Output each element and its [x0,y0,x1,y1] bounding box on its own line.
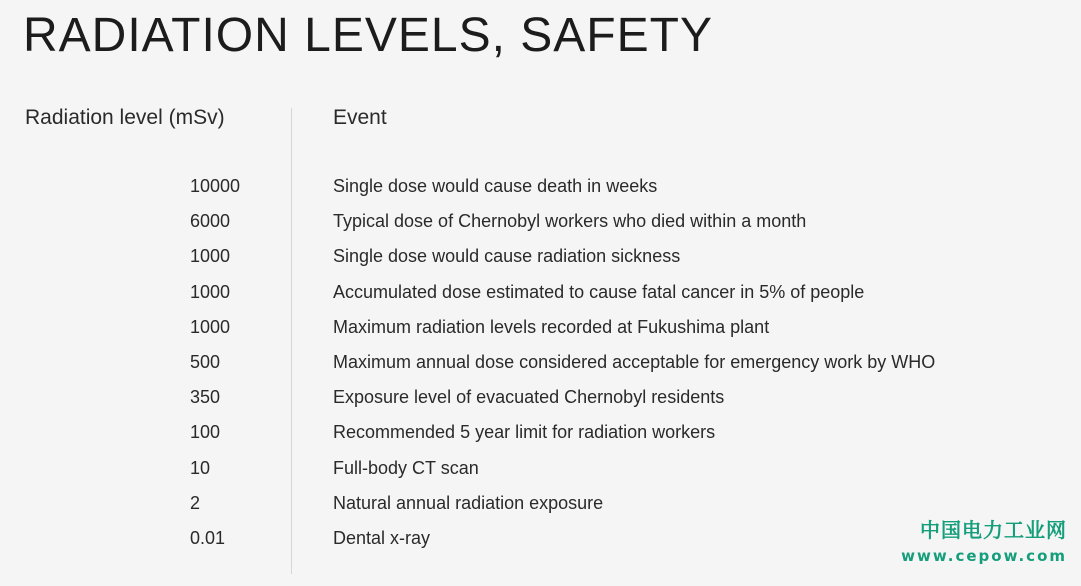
cell-level: 6000 [190,211,231,232]
cell-event: Single dose would cause radiation sickness [333,246,681,267]
cell-level: 1000 [190,246,231,267]
cell-level: 0.01 [190,527,226,548]
cell-event: Accumulated dose estimated to cause fatal cancer in 5% of people [333,281,865,302]
header-event: Event [333,106,387,129]
table-row [0,169,1081,204]
cell-event: Full-body CT scan [333,457,479,478]
header-radiation-level: Radiation level (mSv) [25,106,225,129]
cell-event: Exposure level of evacuated Chernobyl residents [333,387,725,408]
watermark [901,514,1067,565]
cell-event: Dental x-ray [333,527,431,548]
cell-event: Typical dose of Chernobyl workers who died within a month [333,211,807,232]
table-row [0,345,1081,380]
radiation-table [0,169,1081,556]
cell-level: 2 [190,492,201,513]
cell-level: 10 [190,457,211,478]
page-title: RADIATION LEVELS, SAFETY [23,9,713,62]
cell-event: Maximum radiation levels recorded at Fukushima plant [333,316,770,337]
cell-event: Maximum annual dose considered acceptable for emergency work by WHO [333,351,936,372]
cell-event: Natural annual radiation exposure [333,492,604,513]
cell-event: Recommended 5 year limit for radiation workers [333,422,716,443]
cell-level: 1000 [190,316,231,337]
cell-event: Single dose would cause death in weeks [333,176,658,196]
watermark-url: www.cepow.com [901,547,1067,565]
table-row [0,310,1081,345]
cell-level: 500 [190,351,221,372]
cell-level: 10000 [190,176,241,196]
table-row [0,275,1081,310]
table-row [0,451,1081,486]
table-row [0,204,1081,239]
table-row [0,415,1081,450]
cell-level: 1000 [190,281,231,302]
cell-level: 100 [190,422,221,443]
table-row [0,239,1081,274]
cell-level: 350 [190,387,221,408]
table-row [0,380,1081,415]
watermark-site-name: 中国电力工业网 [920,518,1067,542]
